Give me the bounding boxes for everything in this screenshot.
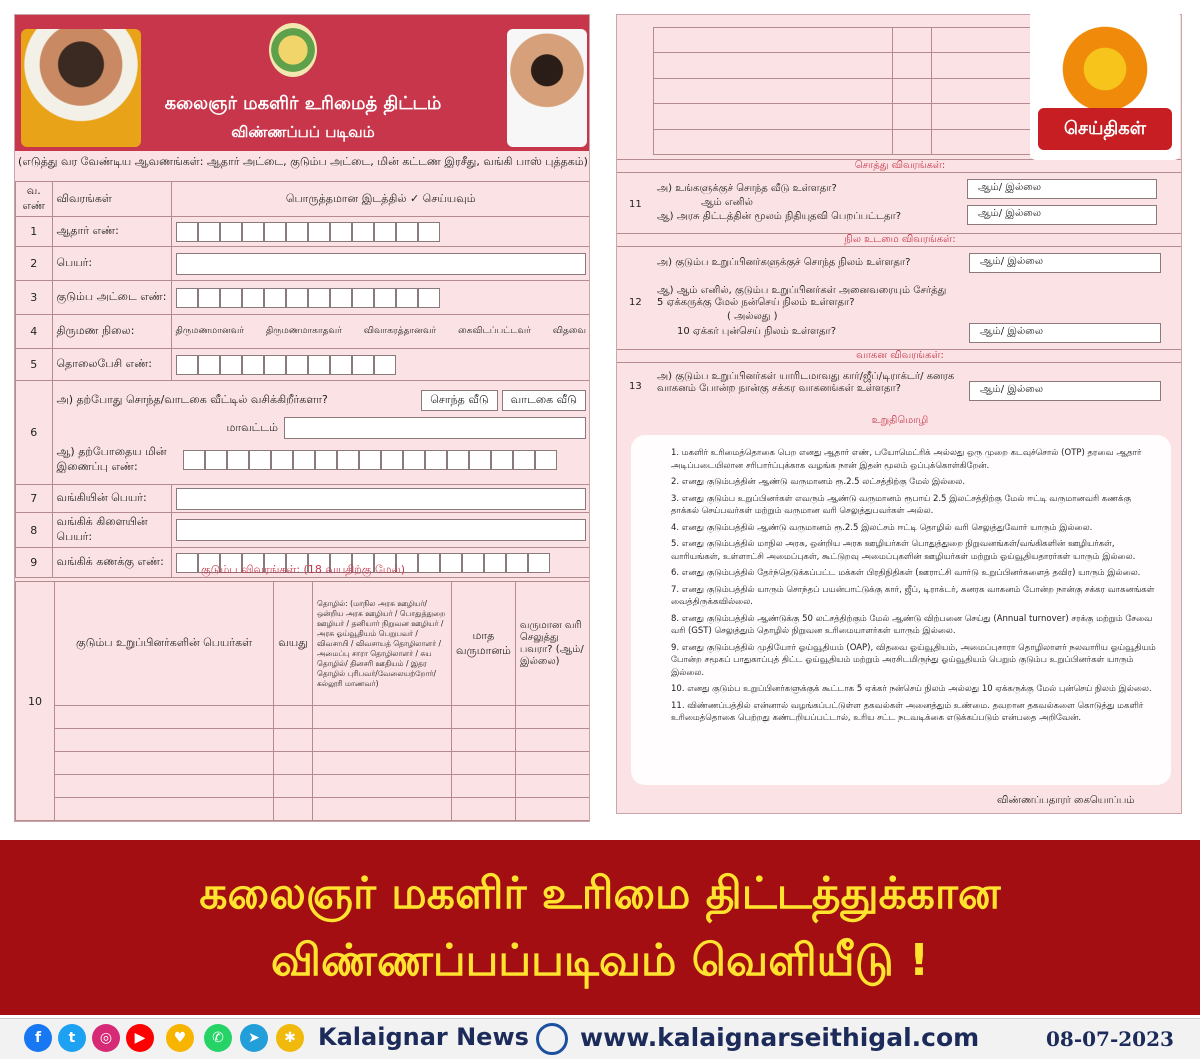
marital-status-label: திருமண நிலை:	[52, 315, 171, 349]
row-number: 1	[16, 217, 53, 247]
col-tick: பொருத்தமான இடத்தில் ✓ செய்யவும்	[171, 182, 590, 217]
telegram-icon[interactable]: ➤	[240, 1024, 268, 1052]
yes-no-option[interactable]: ஆம்/ இல்லை	[969, 323, 1161, 343]
marital-option[interactable]: கைவிடப்பட்டவர்	[458, 326, 531, 336]
residence-question: அ) தற்போது சொந்த/வாடகை வீட்டில் வசிக்கிறீர்களா?	[56, 393, 328, 406]
district-label: மாவட்டம்	[226, 420, 278, 434]
vehicle-section-title: வாகன விவரங்கள்:	[617, 349, 1182, 363]
pledge-item: 10. எனது குடும்ப உறுப்பினர்களுக்குக் கூட்டாக 5 ஏக்கர் நன்செய் நிலம் அல்லது 10 ஏக்கருக்கு மேல் புன்செய் நிலம் இல்லை.	[671, 684, 1152, 694]
marital-option[interactable]: திருமணமானவர்	[175, 326, 244, 336]
footer-brand[interactable]: Kalaignar News	[318, 1023, 529, 1051]
question-11-condition: ஆம் எனில்	[701, 197, 753, 208]
bank-branch-field[interactable]	[171, 513, 590, 548]
residence-details	[52, 381, 590, 485]
yes-no-option[interactable]: ஆம்/ இல்லை	[969, 381, 1161, 401]
bank-branch-label: வங்கிக் கிளையின் பெயர்:	[52, 513, 171, 548]
row-number: 4	[16, 315, 53, 349]
form-subtitle: விண்ணப்பப் படிவம்	[231, 123, 375, 141]
pledge-item: 2. எனது குடும்பத்தின் ஆண்டு வருமானம் ரூ.2.5 லட்சத்திற்கு மேல் இல்லை.	[671, 477, 966, 487]
whatsapp-icon[interactable]: ✆	[204, 1024, 232, 1052]
instagram-icon[interactable]: ◎	[92, 1024, 120, 1052]
land-section-title: நில உடமை விவரங்கள்:	[617, 233, 1182, 247]
question-13-text: அ) குடும்ப உறுப்பினர்கள் யாரிடமாவது கார்/ஜீப்/டிராக்டர்/ கனரக வாகனம் போன்ற நான்கு சக்கர வாகனங்கள் உள்ளதா?	[657, 371, 955, 394]
col-sno: வ. எண்	[16, 182, 53, 217]
youtube-icon[interactable]: ▶	[126, 1024, 154, 1052]
pledge-item: 11. விண்ணப்பத்தில் என்னால் வழங்கப்பட்டுள்ள தகவல்கள் அனைத்தும் உண்மை. தவறான தகவல்களை கொடுத்து மகளிர் உரிமைத்தொகை பெற்றது கண்டறியப்பட்டால், உரிய சட்ட நடவடிக்கை எடுக்கப்படும் என்பதை அறிவேன்.	[671, 700, 1144, 723]
marital-option[interactable]: விவாகரத்தானவர்	[363, 326, 437, 336]
headline-line-2: விண்ணப்பப்படிவம் வெளியீடு !	[270, 935, 930, 986]
signature-label: விண்ணப்பதாரர் கையொப்பம்	[997, 795, 1135, 806]
facebook-icon[interactable]: f	[24, 1024, 52, 1052]
eb-connection-field[interactable]	[183, 450, 557, 470]
phone-label: தொலைபேசி எண்:	[52, 349, 171, 381]
yes-no-option[interactable]: ஆம்/ இல்லை	[967, 205, 1157, 225]
question-number: 12	[629, 297, 642, 308]
pledge-item: 4. எனது குடும்பத்தில் ஆண்டு வருமானம் ரூ.2.5 இலட்சம் ஈட்டி தொழில் வரி செலுத்துவோர் யாரும் இல்லை.	[671, 522, 1093, 533]
twitter-icon[interactable]: t	[58, 1024, 86, 1052]
phone-field[interactable]	[171, 349, 590, 381]
pledge-item: 6. எனது குடும்பத்தில் தேர்ந்தெடுக்கப்பட்ட மக்கள் பிரதிநிதிகள் (ஊராட்சி வார்டு உறுப்பினர்களைத் தவிர) யாரும் இல்லை.	[671, 568, 1141, 578]
account-number-label: வங்கிக் கணக்கு எண்:	[52, 548, 171, 578]
footer-url[interactable]: www.kalaignarseithigal.com	[580, 1023, 980, 1052]
row-number: 7	[16, 485, 53, 513]
pledge-item: 8. எனது குடும்பத்தில் ஆண்டுக்கு 50 லட்சத்திற்கும் மேல் ஆண்டு விற்பனை செய்து (Annual turnover) சரக்கு மற்றும் சேவை வரி (GST) செலுத்தும் தொழில் நிறுவன உரிமையாளர்கள் யாரும் இல்லை.	[671, 613, 1153, 636]
family-col-occupation: தொழில்: (மாநில அரசு ஊழியர்/ ஒன்றிய அரசு ஊழியர் / பொதுத்துறை ஊழியர் / தனியார் நிறுவன ஊழியர் / அரசு ஓய்வூதியம் பெறுபவர் / விவசாயி / விவசாயத் தொழிலாளர் / அமைப்பு சாரா தொழிலாளர் / சுய தொழில்/ தினசரி ஊதியம் / இதர தொழில் புரிபவர்/வேலையற்றோர்/ கல்லூரி மாணவர்)	[313, 582, 452, 706]
col-details: விவரங்கள்	[52, 182, 171, 217]
question-number: 13	[629, 381, 642, 392]
star-burst-icon	[1050, 26, 1160, 112]
aadhaar-field[interactable]	[171, 217, 590, 247]
family-row-number: 10	[16, 582, 55, 821]
pledge-list	[631, 435, 1171, 725]
question-12-or: ( அல்லது )	[727, 311, 778, 322]
footer-date: 08-07-2023	[1046, 1027, 1174, 1051]
aadhaar-label: ஆதார் எண்:	[52, 217, 171, 247]
row-number: 2	[16, 247, 53, 281]
question-12	[617, 251, 1182, 349]
rented-house-option[interactable]: வாடகை வீடு	[502, 390, 586, 411]
yes-no-option[interactable]: ஆம்/ இல்லை	[969, 253, 1161, 273]
family-table-row[interactable]	[16, 752, 591, 775]
bank-name-field[interactable]	[171, 485, 590, 513]
pledge-title: உறுதிமொழி	[871, 415, 929, 426]
marital-option[interactable]: விதவை	[552, 326, 586, 336]
row-number: 8	[16, 513, 53, 548]
question-12a: அ) குடும்ப உறுப்பினர்களுக்குச் சொந்த நிலம் உள்ளதா?	[657, 257, 911, 268]
name-field[interactable]	[171, 247, 590, 281]
family-table-row[interactable]	[16, 706, 591, 729]
form-title: கலைஞர் மகளிர் உரிமைத் திட்டம்	[164, 93, 442, 114]
family-table-row[interactable]	[16, 798, 591, 821]
question-11	[617, 177, 1182, 231]
name-label: பெயர்:	[52, 247, 171, 281]
marital-status-options[interactable]	[171, 315, 590, 349]
ration-card-field[interactable]	[171, 281, 590, 315]
eb-connection-label: ஆ) தற்போதைய மின் இணைப்பு எண்:	[56, 445, 167, 473]
family-table	[15, 581, 590, 821]
yes-no-option[interactable]: ஆம்/ இல்லை	[967, 179, 1157, 199]
family-table-row[interactable]	[16, 729, 591, 752]
family-section-title: குடும்ப விவரங்கள்: (18 வயதிற்கு மேல்)	[200, 563, 406, 576]
question-12c: 10 ஏக்கர் புன்செய் நிலம் உள்ளதா?	[677, 326, 837, 337]
pledge-item: 5. எனது குடும்பத்தில் மாநில அரசு, ஒன்றிய அரசு ஊழியர்கள் பொதுத்துறை நிறுவனங்கள்/வங்கிகளின் ஊழியர்கள், வாரியங்கள், உள்ளாட்சி அமைப்புகள், கூட்டுறவு அமைப்புகளின் ஊழியர்கள் மற்றும் ஓய்வூதியதாரர்கள் யாரும் இல்லை.	[671, 539, 1136, 562]
form-header	[15, 15, 590, 151]
row-number: 6	[16, 381, 53, 485]
sharechat-icon[interactable]: ♥	[166, 1024, 194, 1052]
question-13	[617, 367, 1182, 413]
family-col-income: மாத வருமானம்	[452, 582, 516, 706]
pledge-item: 7. எனது குடும்பத்தில் யாரும் சொந்தப் பயன்பாட்டுக்கு கார், ஜீப், டிராக்டர், கனரக வாகனம் போன்ற நான்கு சக்கர வாகனங்கள் வைத்திருக்கவில்லை.	[671, 584, 1155, 607]
own-house-option[interactable]: சொந்த வீடு	[421, 390, 497, 411]
globe-icon	[536, 1023, 568, 1055]
family-table-row[interactable]	[16, 775, 591, 798]
koo-icon[interactable]: ✱	[276, 1024, 304, 1052]
district-field[interactable]	[284, 417, 586, 439]
application-form-page-1	[14, 14, 590, 822]
marital-option[interactable]: திருமணமாகாதவர்	[265, 326, 342, 336]
row-number: 3	[16, 281, 53, 315]
ration-card-label: குடும்ப அட்டை எண்:	[52, 281, 171, 315]
family-col-names: குடும்ப உறுப்பினர்களின் பெயர்கள்	[55, 582, 274, 706]
property-section-title: சொத்து விவரங்கள்:	[617, 159, 1182, 173]
pledge-item: 1. மகளிர் உரிமைத்தொகை பெற எனது ஆதார் எண், பயோமெட்ரிக் அல்லது ஒரு முறை கடவுச்சொல் (OTP) தரவை ஆதார் அடிப்படையிலான சரிபார்ப்புக்காக வழங்க நான் இதன் மூலம் ஒப்புக்கொள்கிறேன்.	[671, 448, 1142, 471]
question-11a: அ) உங்களுக்குச் சொந்த வீடு உள்ளதா?	[657, 183, 837, 194]
pledge-box	[631, 435, 1171, 785]
pledge-item: 9. எனது குடும்பத்தில் முதியோர் ஓய்வூதியம் (OAP), விதவை ஓய்வூதியம், அமைப்புசாரா தொழிலாளர் நலவாரிய ஓய்வூதியம் போன்ற சமூகப் பாதுகாப்புத் திட்ட ஓய்வூதியம் மற்றும் அரசிடமிருந்து ஓய்வூதியம் பெறும் குடும்ப உறுப்பினர்கள் யாரும் இல்லை.	[671, 642, 1156, 678]
family-col-age: வயது	[274, 582, 313, 706]
question-number: 11	[629, 199, 642, 210]
bank-name-label: வங்கியின் பெயர்:	[52, 485, 171, 513]
documents-note: (எடுத்து வர வேண்டிய ஆவணங்கள்: ஆதார் அட்டை, குடும்ப அட்டை, மின் கட்டண இரசீது, வங்கி பாஸ் புத்தகம்)	[18, 155, 588, 168]
question-11b: ஆ) அரசு திட்டத்தின் மூலம் நிதியுதவி பெறப்பட்டதா?	[657, 211, 901, 222]
pledge-item: 3. எனது குடும்ப உறுப்பினர்கள் எவரும் ஆண்டு வருமானம் ரூபாய் 2.5 இலட்சத்திற்கு மேல் ஈட்டி வருமானவரி கணக்கு தாக்கல் செய்பவர்கள் மற்றும் வருமான வரி செலுத்துபவர்கள் அல்ல.	[671, 493, 1131, 516]
row-number: 5	[16, 349, 53, 381]
row-number: 9	[16, 548, 53, 578]
tn-government-emblem-icon	[269, 23, 317, 77]
channel-logo-text: செய்திகள்	[1038, 108, 1172, 150]
headline-line-1: கலைஞர் மகளிர் உரிமை திட்டத்துக்கான	[199, 868, 1001, 919]
question-12b: ஆ) ஆம் எனில், குடும்ப உறுப்பினர்கள் அனைவரையும் சேர்த்து 5 ஏக்கருக்கு மேல் நன்செய் நிலம் உள்ளதா?	[657, 285, 947, 308]
form-table	[15, 181, 590, 578]
family-col-taxpayer: வருமான வரி செலுத்து பவரா? (ஆம்/ இல்லை)	[515, 582, 590, 706]
